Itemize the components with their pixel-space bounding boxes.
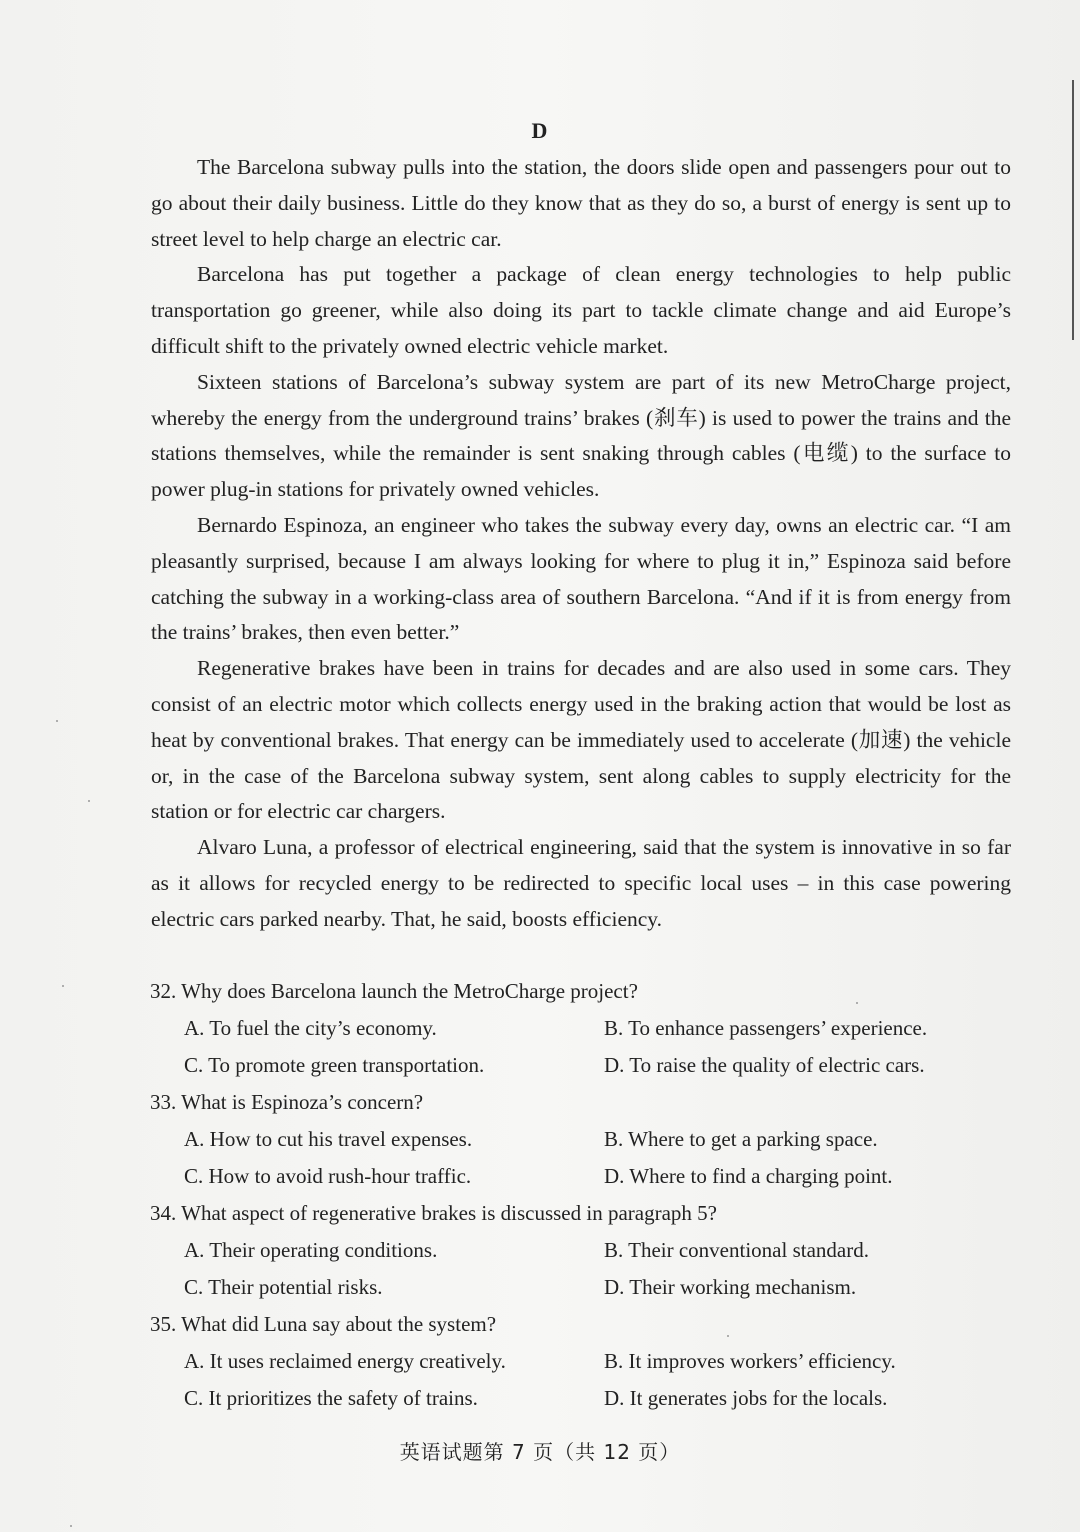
question-stem: 35. What did Luna say about the system?: [150, 1312, 497, 1336]
option-d: D. It generates jobs for the locals.: [604, 1386, 888, 1410]
passage-paragraph: Regenerative brakes have been in trains for decades and are also used in some cars. They consist of an electric motor which collects energy used in the braking action that would be lost as heat by conventional brakes. That energy can be immediately used to accelerate (加速) the vehicle or, in the case of the Barcelona subway system, sent along cables to supply electricity for the station or for electric car chargers.: [151, 656, 1011, 824]
option-c: C. It prioritizes the safety of trains.: [184, 1386, 478, 1410]
scan-speck: [56, 720, 58, 722]
option-b: B. Where to get a parking space.: [604, 1127, 878, 1151]
option-d: D. Where to find a charging point.: [604, 1164, 893, 1188]
passage-paragraph: Sixteen stations of Barcelona’s subway system are part of its new MetroCharge project, whereby the energy from the underground trains’ brakes (刹车) is used to power the trains and the stations themselves, while the remainder is sent snaking through cables (电缆) to the surface to power plug-in stations for privately owned vehicles.: [151, 369, 1011, 502]
option-grid: [184, 1232, 1030, 1306]
option-grid: [184, 1121, 1030, 1195]
option-b: B. To enhance passengers’ experience.: [604, 1016, 928, 1040]
option-b: B. It improves workers’ efficiency.: [604, 1349, 896, 1373]
question-stem: 32. Why does Barcelona launch the MetroCharge project?: [150, 979, 638, 1003]
option-b: B. Their conventional standard.: [604, 1238, 869, 1262]
option-c: C. Their potential risks.: [184, 1275, 383, 1299]
option-d: D. Their working mechanism.: [604, 1275, 857, 1299]
passage-paragraph: The Barcelona subway pulls into the station, the doors slide open and passengers pour out to go about their daily business. Little do they know that as they do so, a burst of energy is sent up to street level to help charge an electric car.: [151, 155, 1011, 251]
scan-speck: [88, 800, 90, 802]
passage-paragraph: Bernardo Espinoza, an engineer who takes the subway every day, owns an electric car. “I am pleasantly surprised, because I am always looking for where to plug it in,” Espinoza said before catching the subway in a working-class area of southern Barcelona. “And if it is from energy from the trains’ brakes, then even better.”: [151, 512, 1011, 645]
question-stem: 33. What is Espinoza’s concern?: [150, 1090, 424, 1114]
option-c: C. How to avoid rush-hour traffic.: [184, 1164, 472, 1188]
page-footer: 英语试题第 7 页（共 12 页）: [399, 1440, 681, 1464]
scan-speck: [62, 985, 64, 987]
option-grid: [184, 1343, 1030, 1417]
option-grid: [184, 1010, 1030, 1084]
option-c: C. To promote green transportation.: [184, 1053, 485, 1077]
scan-speck: [70, 1525, 72, 1527]
option-a: A. To fuel the city’s economy.: [184, 1016, 437, 1040]
scan-speck: [856, 1002, 858, 1004]
passage-paragraph: Barcelona has put together a package of clean energy technologies to help public transportation go greener, while also doing its part to tackle climate change and aid Europe’s difficult shift to the privately owned electric vehicle market.: [151, 262, 1011, 358]
question-33: [150, 1084, 1030, 1195]
question-35: [150, 1306, 1030, 1417]
option-a: A. How to cut his travel expenses.: [184, 1127, 473, 1151]
question-stem: 34. What aspect of regenerative brakes is discussed in paragraph 5?: [150, 1201, 717, 1225]
question-34: [150, 1195, 1030, 1306]
scan-speck: [727, 1335, 729, 1337]
section-heading: D: [531, 118, 549, 143]
option-a: A. Their operating conditions.: [184, 1238, 438, 1262]
question-list: [150, 973, 1030, 1417]
passage-paragraph: Alvaro Luna, a professor of electrical engineering, said that the system is innovative in so far as it allows for recycled energy to be redirected to specific local uses – in this case powering electric cars parked nearby. That, he said, boosts efficiency.: [151, 835, 1011, 931]
option-d: D. To raise the quality of electric cars.: [604, 1053, 925, 1077]
reading-passage: [151, 150, 1011, 938]
option-a: A. It uses reclaimed energy creatively.: [184, 1349, 506, 1373]
question-32: [150, 973, 1030, 1084]
